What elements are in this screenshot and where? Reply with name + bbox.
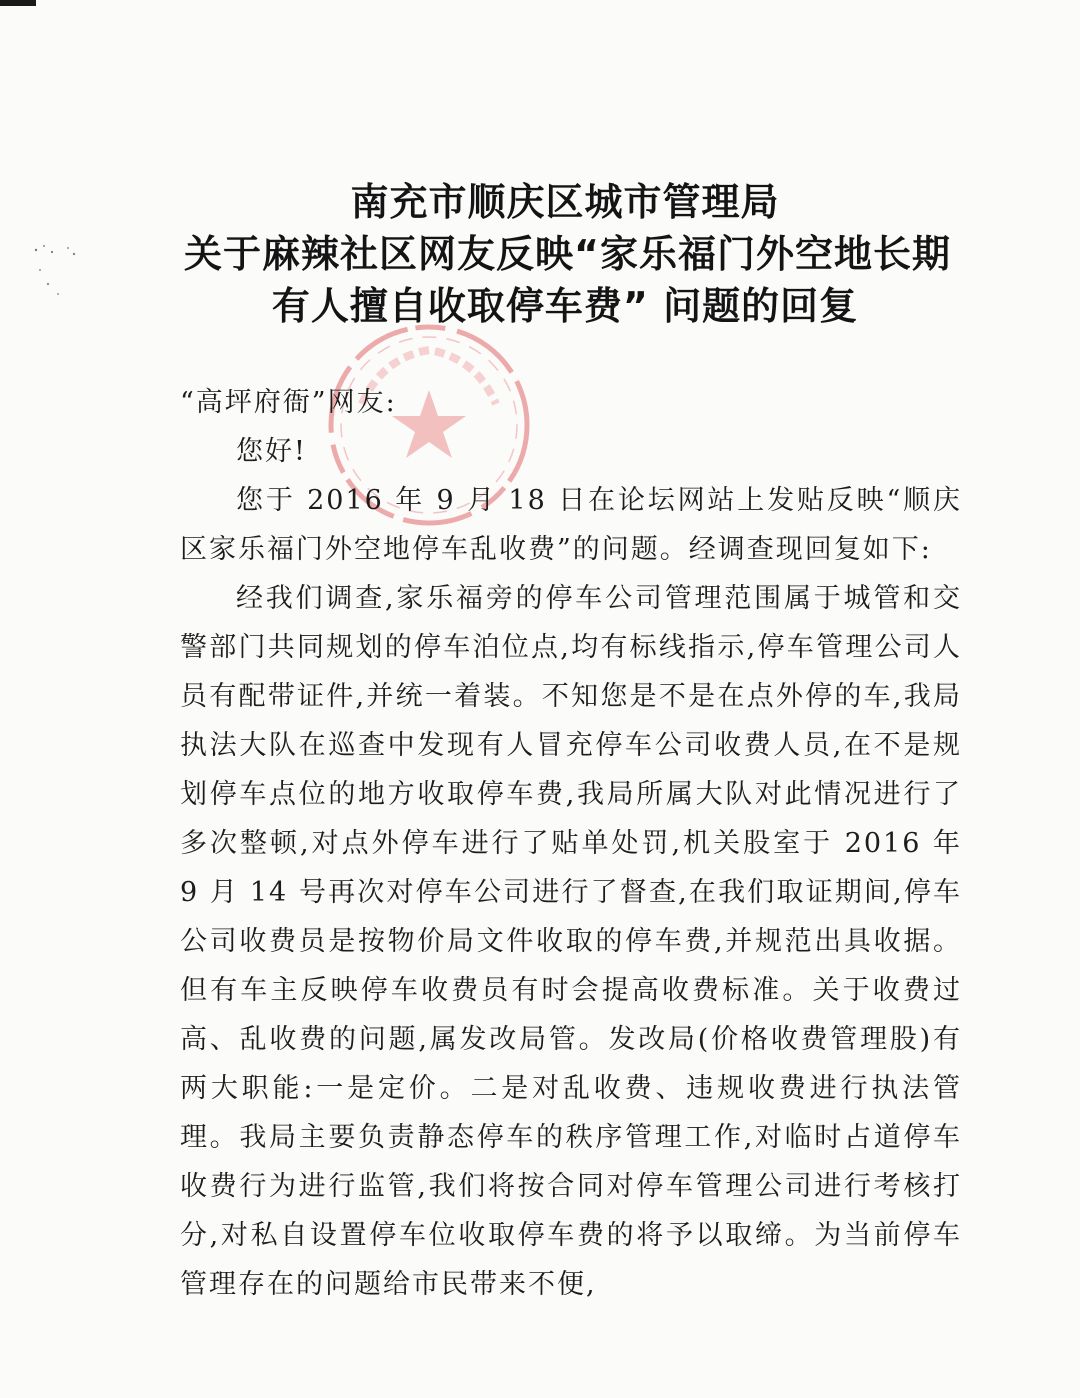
paragraph-intro: 您于 2016 年 9 月 18 日在论坛网站上发贴反映“顺庆区家乐福门外空地停车乱收费”的问题。经调查现回复如下: [180, 485, 962, 565]
letter-body [180, 378, 962, 1309]
title-line-3: 有人擅自收取停车费” 问题的回复 [271, 284, 859, 328]
greeting: 您好! [236, 436, 307, 467]
paragraph-investigation: 经我们调查,家乐福旁的停车公司管理范围属于城管和交警部门共同规划的停车泊位点,均有标线指示,停车管理公司人员有配带证件,并统一着装。不知您是不是在点外停的车,我局执法大队在巡查中发现有人冒充停车公司收费人员,在不是规划停车点位的地方收取停车费,我局所属大队对此情况进行了多次整顿,对点外停车进行了贴单处罚,机关股室于 2016 年 9 月 14 号再次对停车公司进行了督查,在我们取证期间,停车公司收费员是按物价局文件收取的停车费,并规范出具收据。但有车主反映停车收费员有时会提高收费标准。关于收费过高、乱收费的问题,属发改局管。发改局(价格收费管理股)有两大职能:一是定价。二是对乱收费、违规收费进行执法管理。我局主要负责静态停车的秩序管理工作,对临时占道停车收费行为进行监管,我们将按合同对停车管理公司进行考核打分,对私自设置停车位收取停车费的将予以取缔。为当前停车管理存在的问题给市民带来不便, [180, 583, 962, 1300]
title-line-1: 南充市顺庆区城市管理局 [350, 180, 780, 224]
salutation: “高坪府衙”网友: [180, 387, 397, 418]
document-title [0, 176, 1080, 332]
scan-corner-mark [0, 0, 36, 6]
title-line-2: 关于麻辣社区网友反映“家乐福门外空地长期 [184, 232, 951, 276]
